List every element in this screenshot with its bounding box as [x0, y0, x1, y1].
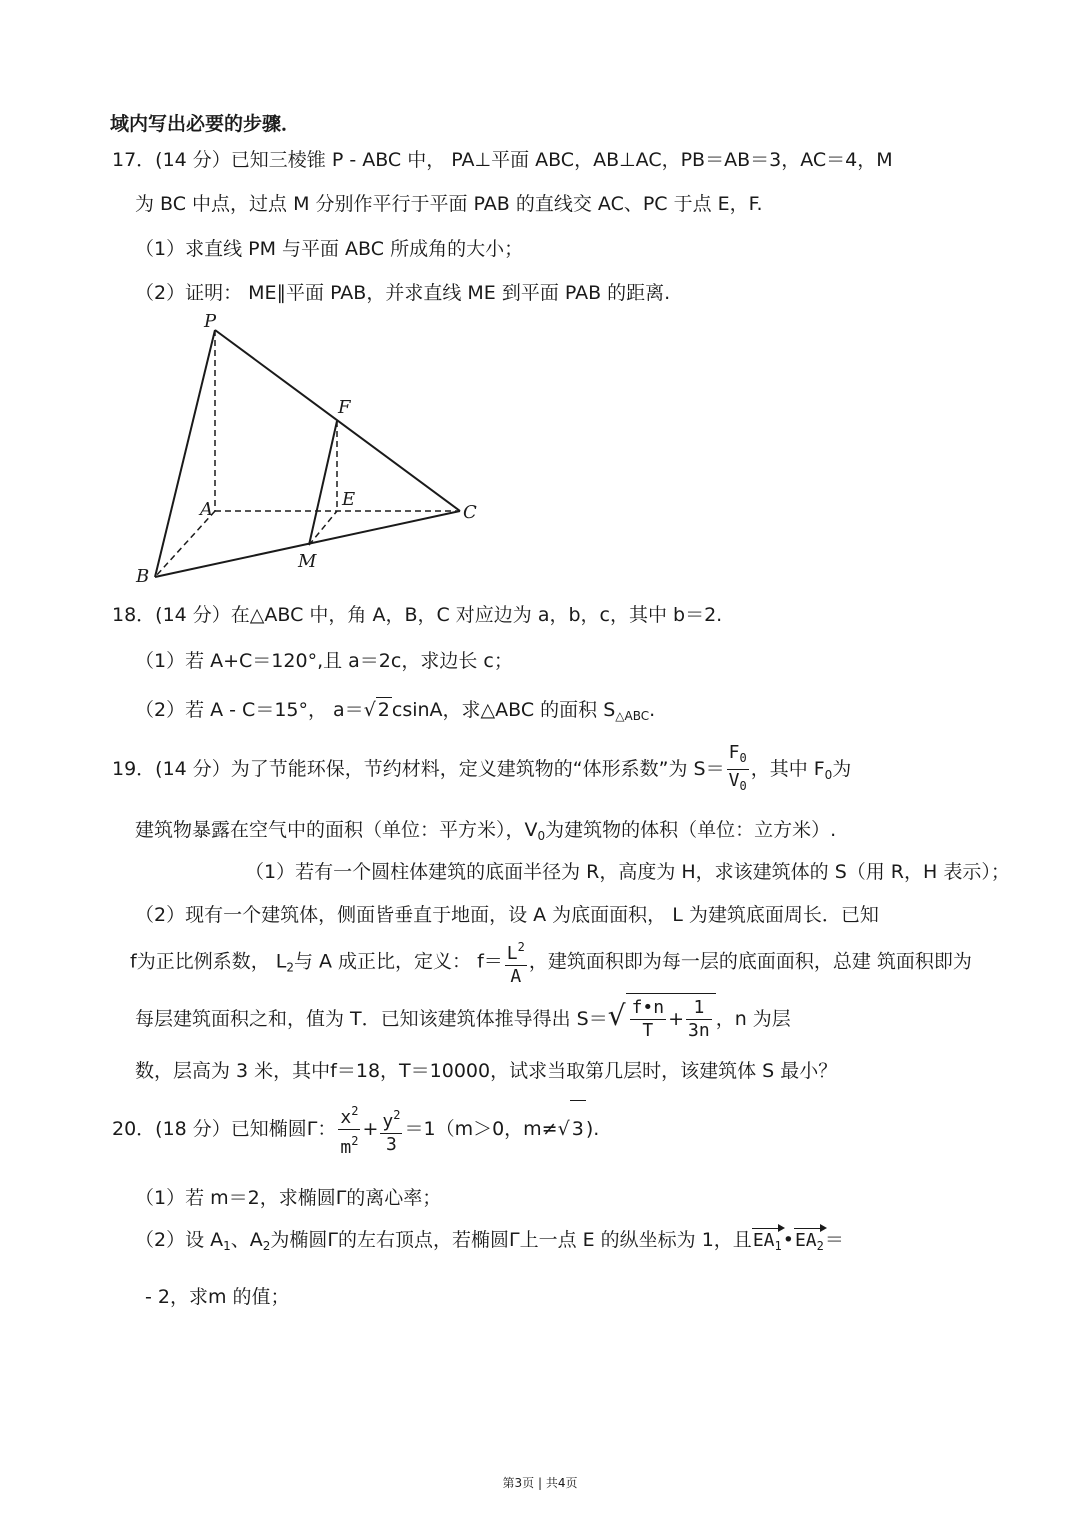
q19-part2-line1: （2）现有一个建筑体，侧面皆垂直于地面，设 A 为底面面积， L 为建筑底面周长．已知 [135, 904, 879, 926]
q19-line1: 19．(14 分）为了节能环保，节约材料，定义建筑物的“体形系数”为 S＝ $\frac{F_0}{V_0}$ ，其中 $F_0$为 [112, 742, 851, 800]
q19-part1: （1）若有一个圆柱体建筑的底面半径为 R，高度为 H，求该建筑体的 S（用 R，H 表示）； [245, 861, 1010, 883]
q19-part2-line2: f为正比例系数， $L_2$与 A 成正比，定义： f＝ $\frac{L^2}{A}$ ，建筑面积即为每一层的底面面积，总建 筑面积即为 [130, 936, 972, 993]
sqrt-symbol: √ 3 [558, 1100, 586, 1157]
edge-pb [155, 330, 215, 577]
label-f: F [338, 397, 351, 418]
label-b: B [136, 566, 150, 587]
fraction-x2-m2: $\frac{x^2}{m^2}$ [338, 1100, 360, 1159]
vector-ea2: $EA_2$ [794, 1228, 825, 1258]
pyramid-figure [120, 305, 500, 590]
label-m: M [298, 551, 317, 572]
fraction-l2-a: $\frac{L^2}{A}$ [505, 936, 527, 988]
q20-part2-line2: - 2，求m 的值； [145, 1286, 290, 1308]
label-p: P [204, 311, 217, 332]
page-footer: 第3页 | 共4页 [502, 1476, 578, 1490]
q18-line1: 18．(14 分）在△ABC 中，角 A，B，C 对应边为 a，b，c，其中 b＝2. [112, 604, 723, 626]
q20-part2: （2）设 $A_1$、$A_2$为椭圆Γ的左右顶点，若椭圆Γ上一点 E 的纵坐标为 1，且$EA_1•EA_2=$ [135, 1228, 844, 1258]
q18-part1: （1）若 A+C＝120°,且 a＝2c，求边长 c； [135, 650, 513, 672]
q17-part2: （2）证明： ME∥平面 PAB，并求直线 ME 到平面 PAB 的距离. [135, 282, 671, 304]
q17-part1: （1）求直线 PM 与平面 ABC 所成角的大小； [135, 238, 524, 260]
intro-text: 域内写出必要的步骤． [110, 113, 301, 135]
q17-line1: 17．(14 分）已知三棱锥 P - ABC 中， PA⊥平面 ABC，AB⊥AC，PB＝AB＝3，AC＝4，M [112, 149, 893, 171]
q20-part1: （1）若 m＝2，求椭圆Γ的离心率； [135, 1187, 442, 1209]
q20-line1: 20．(18 分）已知椭圆Γ： $\frac{x^2}{m^2}$ + $\frac{y^2}{3}$ ＝1（m＞0，m≠√ 3 ). [112, 1100, 599, 1159]
fraction-f0-v0: $\frac{F_0}{V_0}$ [728, 742, 747, 793]
sqrt-symbol: √ $\frac{f•n}{T}$ + $\frac{1}{3n}$ [608, 991, 716, 1044]
q17-line2: 为 BC 中点，过点 M 分别作平行于平面 PAB 的直线交 AC、PC 于点 E，F. [135, 193, 763, 215]
q19-line2: 建筑物暴露在空气中的面积（单位：平方米），$V_0$为建筑物的体积（单位：立方米）. [135, 819, 837, 843]
q19-part2-line4: 数，层高为 3 米，其中f＝18，T＝10000，试求当取第几层时，该建筑体 S 最小？ [135, 1060, 838, 1082]
edge-mf [309, 421, 337, 545]
label-e: E [342, 489, 356, 510]
q18-part2: （2）若 A - C＝15°， a＝√ 2 csinA，求△ABC 的面积 $S_{\triangle ABC}$. [135, 699, 656, 723]
sqrt-symbol: √ 2 [363, 699, 390, 721]
label-a: A [200, 499, 213, 520]
label-c: C [463, 502, 477, 523]
fraction-y2-3: $\frac{y^2}{3}$ [380, 1104, 402, 1156]
vector-ea1: $EA_1$ [752, 1228, 783, 1258]
q19-part2-line3: 每层建筑面积之和，值为 T．已知该建筑体推导得出 S＝√ $\frac{f•n}{T}$ + $\frac{1}{3n}$ ，n 为层 [135, 991, 791, 1044]
